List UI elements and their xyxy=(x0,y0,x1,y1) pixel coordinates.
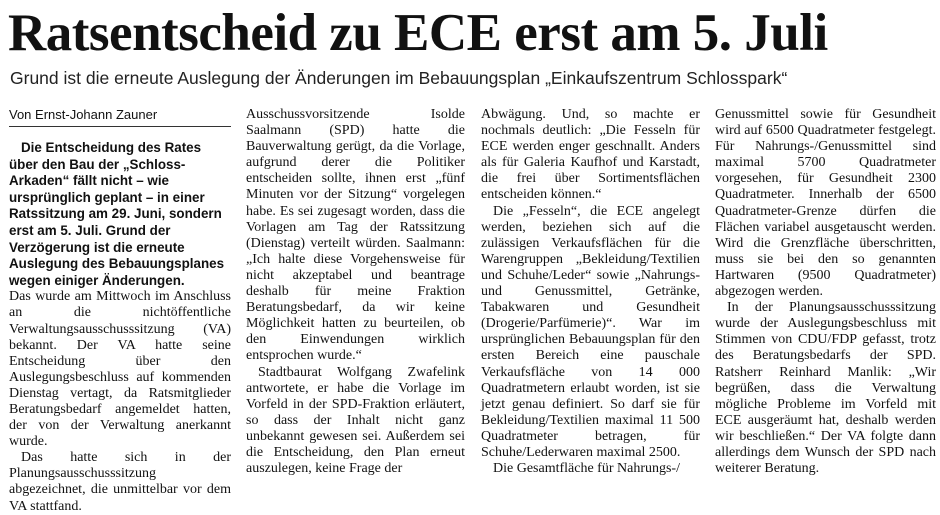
body-paragraph: Abwägung. Und, so machte er nochmals deutlich: „Die Fesseln für ECE werden enger geschnallt. Anders als für Galeria Kaufhof und Karstadt, die frei über Sortimentsflächen entscheiden können.“ xyxy=(481,107,700,203)
headline: Ratsentscheid zu ECE erst am 5. Juli xyxy=(8,4,828,62)
body-paragraph: Die Gesamtfläche für Nahrungs-/ xyxy=(493,461,680,477)
body-paragraph: Stadtbaurat Wolfgang Zwafelink antwortete, er habe die Vorlage im Vorfeld in der SPD-Fraktion erläutert, so dass der Inhalt nicht ganz unbekannt gewesen sei. Außerdem sei die Entscheidung, den Plan erneut auszulegen, keine Frage der xyxy=(246,364,465,477)
column-4 xyxy=(715,107,936,477)
body-paragraph: Die „Fesseln“, die ECE angelegt werden, beziehen sich auf die zulässigen Verkaufsflächen für die Warengruppen „Bekleidung/Textilien und Schuhe/Leder“ sowie „Nahrungs- und Genussmittel, Getränke, Tabakwaren und Gesundheit (Drogerie/Parfümerie)“. War im ursprünglichen Bebauungsplan für den ersten Bereich eine pauschale Verkaufsfläche von 14 000 Quadratmetern erlaubt worden, ist sie jetzt genau definiert. So darf sie für Bekleidung/Textilien maximal 11 500 Quadratmeter betragen, für Schuhe/Lederwaren maximal 2500. xyxy=(481,203,700,460)
body-paragraph: Das wurde am Mittwoch im Anschluss an die nichtöffentliche Verwaltungsausschusssitzung (VA) bekannt. Der VA hatte seine Entscheidung über den Auslegungsbeschluss auf kommenden Dienstag vertagt, da Ratsmitglieder Beratungsbedarf angemeldet hatten, der von der Verwaltung anerkannt wurde. xyxy=(9,289,231,450)
lead-paragraph: Die Entscheidung des Rates über den Bau der „Schloss-Arkaden“ fällt nicht – wie ursprünglich geplant – in einer Ratssitzung am 29. Juni, sondern erst am 5. Juli. Grund der Verzögerung ist die erneute Auslegung des Bebauungsplanes wegen einiger Änderungen. xyxy=(9,140,225,288)
body-paragraph: Ausschussvorsitzende Isolde Saalmann (SPD) hatte die Bauverwaltung gerügt, da die Vorlage, aufgrund derer die Politiker entscheiden sollte, ihnen erst „fünf Minuten vor der Sitzung“ vorgelegen habe. Es sei zugesagt worden, dass die Vorlagen am Tag der Ratssitzung (Dienstag) verteilt würden. Saalmann: „Ich halte diese Vorgehensweise für nicht akzeptabel und beantrage deshalb für meine Fraktion Beratungsbedarf, da wir keine Möglichkeit hatten zu beurteilen, ob den Einwendungen wirklich entsprochen wurde.“ xyxy=(246,107,465,364)
subheadline: Grund ist die erneute Auslegung der Änderungen im Bebauungsplan „Einkaufszentrum Schlosspark“ xyxy=(10,68,788,88)
column-1 xyxy=(9,107,231,514)
column-2 xyxy=(246,107,465,477)
column-3 xyxy=(481,107,700,477)
body-paragraph: Das hatte sich in der Planungsausschusssitzung abgezeichnet, die unmittelbar vor dem VA stattfand. xyxy=(9,450,231,514)
body-paragraph: Genussmittel sowie für Gesundheit wird auf 6500 Quadratmeter festgelegt. Für Nahrungs-/Genussmittel sind maximal 5700 Quadratmeter vorgesehen, für Gesundheit 2300 Quadratmeter. Innerhalb der 6500 Quadratmeter-Grenze dürfen die Flächen variabel ausgetauscht werden. Wird die Grenzfläche überschritten, muss sie bei den so genannten Hartwaren (9500 Quadratmeter) abgezogen werden. xyxy=(715,107,936,300)
byline: Von Ernst-Johann Zauner xyxy=(9,107,231,127)
body-paragraph: In der Planungsausschusssitzung wurde der Auslegungsbeschluss mit Stimmen von CDU/FDP gefasst, trotz des Beratungsbedarfs der SPD. Ratsherr Reinhard Manlik: „Wir begrüßen, dass die Verwaltung mögliche Probleme im Vorfeld mit ECE ausgeräumt hat, deshalb werden wir beschließen.“ Der VA folgte dann allerdings dem Wunsch der SPD nach weiterer Beratung. xyxy=(715,300,936,477)
